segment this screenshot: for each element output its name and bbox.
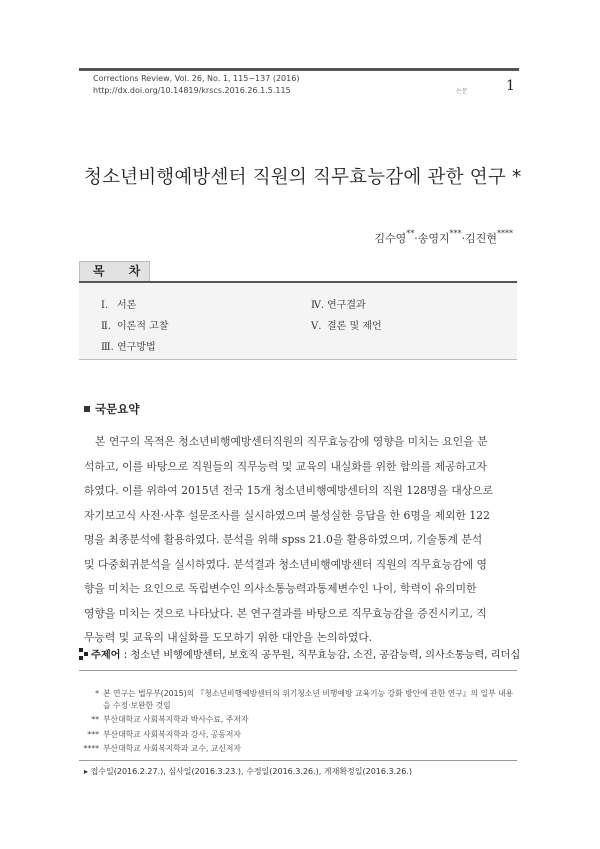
footnote	[79, 714, 248, 725]
abstract-line: 무능력 및 교육의 내실화를 도모하기 위한 대안을 논의하였다.	[84, 631, 373, 644]
toc-item[interactable]	[101, 338, 156, 353]
toc-item-label: 결론 및 제언	[327, 321, 382, 332]
journal-citation: Corrections Review, Vol. 26, No. 1, 115~137 (2016)	[93, 74, 300, 83]
received-dates	[84, 766, 412, 777]
keywords-text: 청소년 비행예방센터, 보호직 공무원, 직무효능감, 소진, 공감능력, 의사소통능력, 리더십	[130, 650, 521, 661]
footnote	[79, 729, 241, 740]
toc-item[interactable]	[311, 317, 382, 332]
abstract-line: 자기보고식 사전·사후 설문조사를 실시하였으며 불성실한 응답을 한 6명을 제외한 122	[84, 508, 490, 522]
footnote-rule	[79, 670, 517, 671]
footnote-mark: ***	[87, 730, 99, 739]
keywords-separator: :	[120, 650, 131, 661]
author-name: 김진현	[465, 232, 497, 245]
header-rule	[79, 68, 519, 71]
page-number: 1	[506, 78, 515, 94]
toc-item-number: Ⅴ.	[311, 321, 322, 332]
footnote	[79, 743, 241, 754]
toc-item[interactable]	[311, 296, 366, 311]
author-name: 송영지	[417, 232, 450, 245]
footnote	[79, 688, 513, 699]
toc-item-label: 연구방법	[117, 342, 156, 353]
toc-item-number: Ⅲ.	[101, 342, 114, 353]
abstract-line: 및 다중회귀분석을 실시하였다. 분석결과 청소년비행예방센터 직원의 직무효능감에 영	[84, 557, 487, 571]
doi-link[interactable]: http://dx.doi.org/10.14819/krscs.2016.26.1.5.115	[93, 86, 291, 95]
author-mark: ****	[497, 229, 513, 238]
author-list	[374, 230, 513, 246]
toc-item-label: 서론	[117, 300, 137, 311]
abstract-line: 하였다. 이를 위하여 2015년 전국 15개 청소년비행예방센터의 직원 128명을 대상으로	[84, 484, 494, 497]
paper-title: 청소년비행예방센터 직원의 직무효능감에 관한 연구 *	[84, 167, 522, 188]
footnote-mark: ****	[83, 744, 99, 753]
toc-item-label: 이론적 고찰	[117, 321, 169, 332]
abstract-line: 영향을 미치는 것으로 나타났다. 본 연구결과를 바탕으로 직무효능감을 증진시키고, 직	[84, 606, 487, 620]
author-name: 김수영	[374, 232, 407, 245]
toc-item-number: Ⅳ.	[311, 300, 325, 311]
abstract-heading: 국문요약	[95, 402, 140, 416]
footnote-text: 부산대학교 사회복지학과 강사, 공동저자	[103, 730, 241, 739]
abstract-line: 본 연구의 목적은 청소년비행예방센터직원의 직무효능감에 영향을 미치는 요인을 분	[95, 435, 488, 448]
abstract-line: 향을 미치는 요인으로 독립변수인 의사소통능력과통제변수인 나이, 학력이 유의미한	[84, 582, 477, 595]
footnote-continuation: 을 수정·보완한 것임	[103, 701, 171, 710]
header-section-mark: 논문	[456, 88, 468, 95]
toc-item-label: 연구결과	[327, 300, 366, 311]
received-dates-text: 접수일(2016.2.27.), 심사일(2016.3.23.), 수정일(2016.3.26.), 게재확정일(2016.3.26.)	[90, 767, 413, 776]
footnote-rule	[79, 760, 517, 761]
author-mark: ***	[449, 229, 462, 238]
author-mark: **	[406, 229, 415, 238]
abstract-line: 명을 최종분석에 활용하였다. 분석을 위해 spss 21.0을 활용하였으며, 기술통계 분석	[84, 533, 483, 546]
footnote-mark: **	[91, 715, 99, 724]
toc-heading: 목 차	[93, 264, 151, 278]
footnote-text: 본 연구는 법무부(2015)의 『청소년비행예방센터의 위기청소년 비행예방 교육기능 강화 방안에 관한 연구』의 일부 내용	[103, 689, 514, 698]
footnote-text: 부산대학교 사회복지학과 박사수료, 주저자	[103, 715, 249, 724]
keyword-bullet-icon	[79, 648, 89, 660]
abstract-line: 석하고, 이를 바탕으로 직원들의 직무능력 및 교육의 내실화를 위한 함의를 제공하고자	[84, 459, 487, 473]
keywords-label: 주제어	[91, 650, 121, 661]
keywords-line	[91, 646, 520, 661]
square-bullet-icon	[84, 406, 90, 412]
toc-item[interactable]	[101, 317, 168, 332]
footnote-mark: *	[95, 689, 99, 698]
footnote-text: 부산대학교 사회복지학과 교수, 교신저자	[103, 744, 241, 753]
triangle-bullet-icon: ▸	[84, 767, 91, 776]
author-separator: ·	[414, 232, 418, 245]
toc-item[interactable]	[101, 296, 136, 311]
author-separator: ·	[461, 232, 466, 245]
toc-item-number: Ⅱ.	[101, 321, 111, 332]
abstract-body	[84, 430, 520, 651]
toc-item-number: Ⅰ.	[101, 300, 109, 311]
